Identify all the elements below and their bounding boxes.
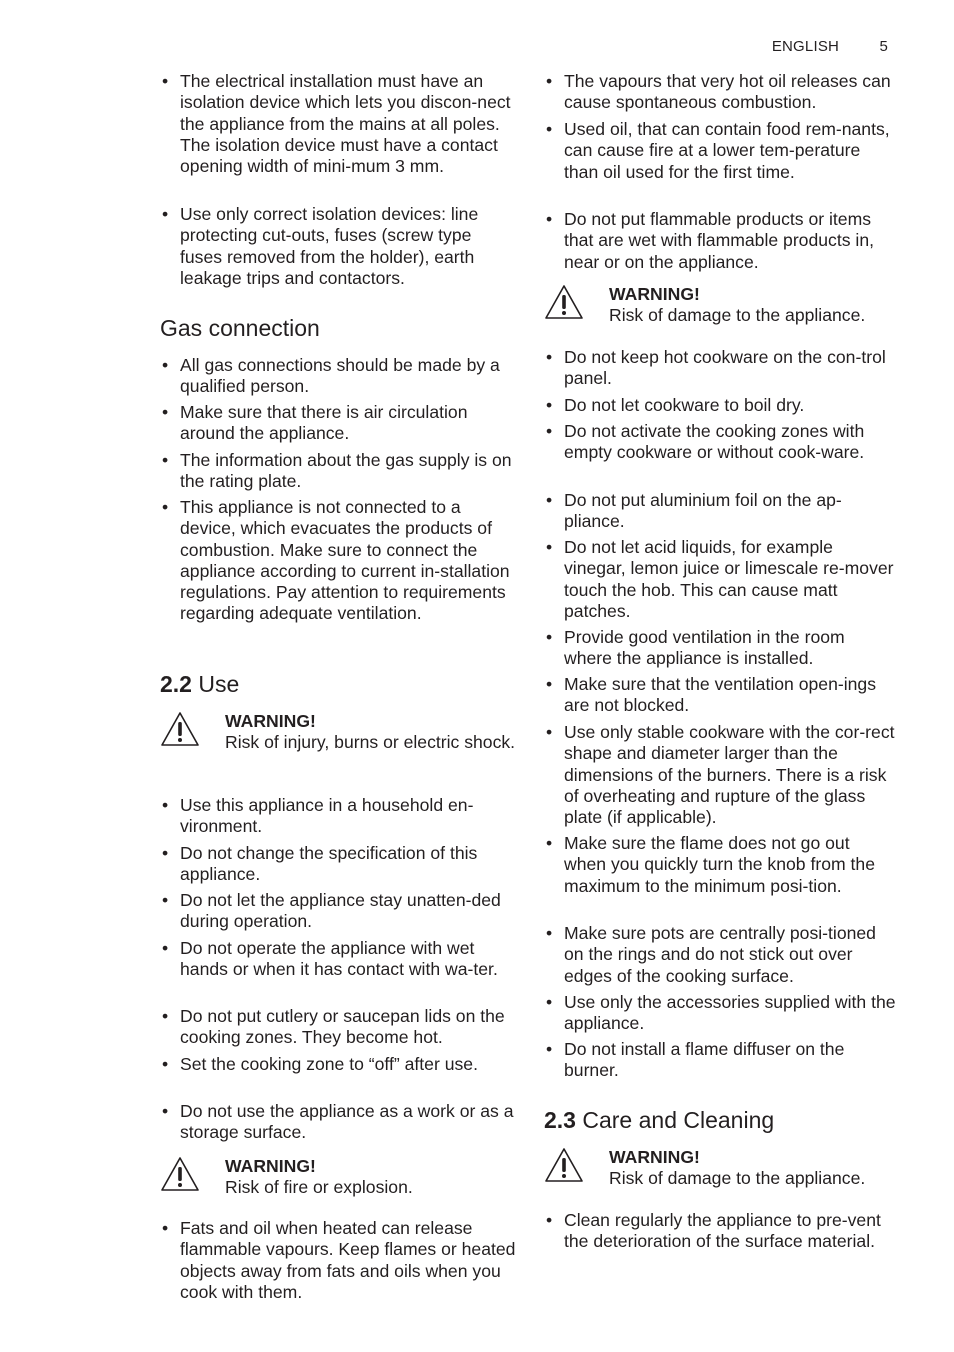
list-item: • Do not let cookware to boil dry.	[544, 395, 896, 416]
section-title: Care and Cleaning	[575, 1107, 775, 1133]
list-item: • The vapours that very hot oil releases can cause spontaneous combustion.	[544, 71, 896, 114]
warning-triangle-icon	[160, 1156, 200, 1192]
list-item: • Use only correct isolation devices: line protecting cut-outs, fuses (screw type fuses removed from the holder), earth leakage trips and contactors.	[160, 204, 518, 289]
list-item: • Used oil, that can contain food rem-nants, can cause fire at a lower tem-perature than oil used for the first time.	[544, 119, 896, 183]
warning-triangle-icon	[544, 1147, 584, 1183]
list-item: • Use only stable cookware with the cor-rect shape and diameter larger than the dimensions of the burners. There is a risk of overheating and rupture of the glass plate (if applicable).	[544, 722, 896, 828]
warning-title: WARNING!	[225, 1156, 316, 1176]
list-item: • Clean regularly the appliance to pre-vent the deterioration of the surface material.	[544, 1210, 896, 1253]
list-item: • All gas connections should be made by a qualified person.	[160, 355, 518, 398]
list-item: • Do not put cutlery or saucepan lids on the cooking zones. They become hot.	[160, 1006, 518, 1049]
section-number: 2.2	[160, 671, 192, 697]
list-item: • Provide good ventilation in the room where the appliance is installed.	[544, 627, 896, 670]
list-item: • Make sure the flame does not go out when you quickly turn the knob from the maximum to the minimum posi-tion.	[544, 833, 896, 897]
list-item: • Do not put flammable products or items that are wet with flammable products in, near or on the appliance.	[544, 209, 896, 273]
warning-block	[160, 1156, 518, 1226]
warning-triangle-icon	[544, 284, 584, 320]
list-item: • This appliance is not connected to a device, which evacuates the products of combustion. Make sure to connect the appliance according to current in-stallation regulations. Pay attention to requirements regarding adequate ventilation.	[160, 497, 518, 625]
list-item: • Do not activate the cooking zones with empty cookware or without cook-ware.	[544, 421, 896, 464]
list-item: • Make sure pots are centrally posi-tioned on the rings and do not stick out over edges of the cooking surface.	[544, 923, 896, 987]
running-header	[772, 38, 888, 55]
list-item: • Do not change the specification of this appliance.	[160, 843, 518, 886]
care-heading	[544, 1106, 774, 1134]
warning-block	[544, 1147, 896, 1217]
warning-title: WARNING!	[609, 284, 700, 304]
list-item: • Do not let acid liquids, for example vinegar, lemon juice or limescale re-mover touch the hob. This can cause matt patches.	[544, 537, 896, 622]
section-number: 2.3	[544, 1107, 576, 1133]
list-item: • Do not install a flame diffuser on the burner.	[544, 1039, 896, 1082]
list-item: • Fats and oil when heated can release flammable vapours. Keep flames or heated objects away from fats and oils when you cook with them.	[160, 1218, 518, 1303]
warning-text: Risk of damage to the appliance.	[609, 1168, 866, 1189]
list-item: • Do not use the appliance as a work or as a storage surface.	[160, 1101, 518, 1144]
warning-text: Risk of injury, burns or electric shock.	[225, 732, 516, 753]
list-item: • Do not keep hot cookware on the con-trol panel.	[544, 347, 896, 390]
list-item: • Set the cooking zone to “off” after use.	[160, 1054, 518, 1075]
list-item: • Do not let the appliance stay unatten-ded during operation.	[160, 890, 518, 933]
list-item: • Do not put aluminium foil on the ap-pliance.	[544, 490, 896, 533]
warning-block	[160, 711, 518, 781]
use-heading	[160, 670, 239, 698]
list-item: • The information about the gas supply is on the rating plate.	[160, 450, 518, 493]
section-title: Use	[191, 671, 240, 697]
list-item: • The electrical installation must have an isolation device which lets you discon-nect the appliance from the mains at all poles. The isolation device must have a contact opening width of mini-mum 3 mm.	[160, 71, 518, 177]
warning-text: Risk of fire or explosion.	[225, 1177, 413, 1198]
list-item: • Make sure that there is air circulation around the appliance.	[160, 402, 518, 445]
warning-text: Risk of damage to the appliance.	[609, 305, 866, 326]
list-item: • Make sure that the ventilation open-ings are not blocked.	[544, 674, 896, 717]
page-number: 5	[879, 38, 888, 55]
header-language: ENGLISH	[771, 38, 840, 55]
list-item: • Use only the accessories supplied with the appliance.	[544, 992, 896, 1035]
warning-triangle-icon	[160, 711, 200, 747]
gas-connection-heading: Gas connection	[160, 315, 320, 341]
list-item: • Use this appliance in a household en-vironment.	[160, 795, 518, 838]
list-item: • Do not operate the appliance with wet hands or when it has contact with wa-ter.	[160, 938, 518, 981]
warning-title: WARNING!	[609, 1147, 700, 1167]
warning-block	[544, 284, 896, 354]
warning-title: WARNING!	[225, 711, 316, 731]
